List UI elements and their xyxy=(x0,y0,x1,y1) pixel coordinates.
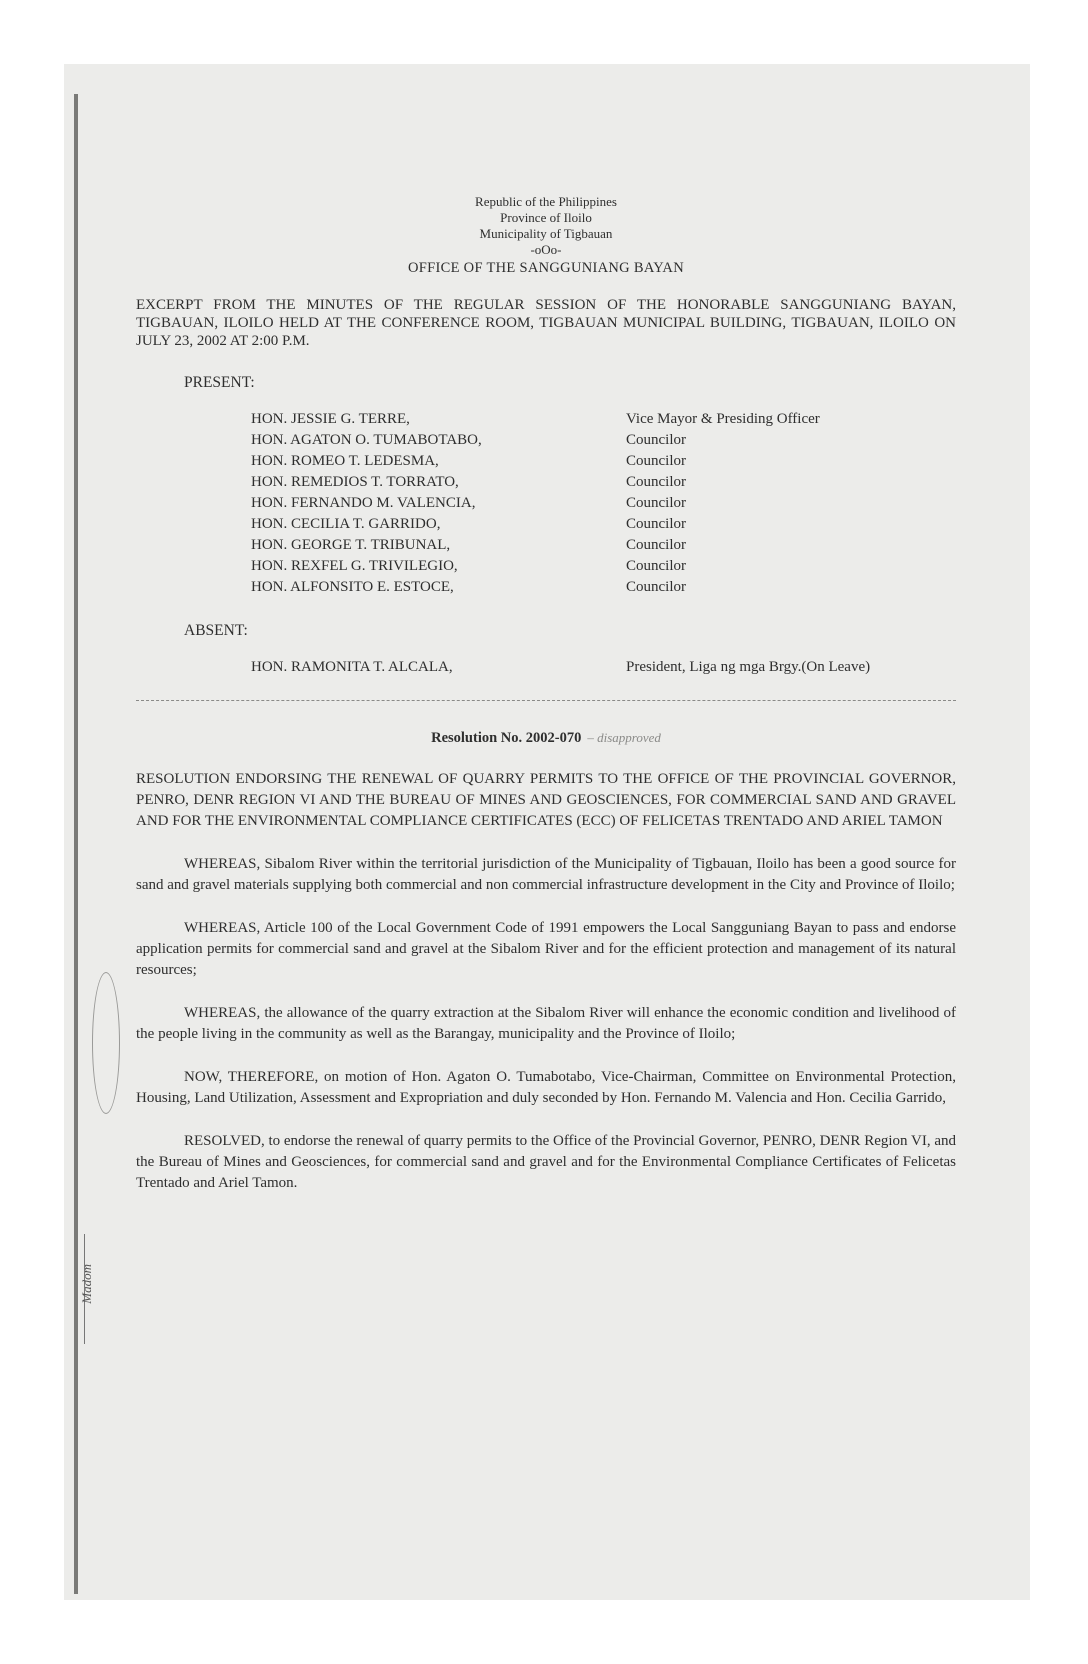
attendee-name: HON. ALFONSITO E. ESTOCE, xyxy=(251,579,454,595)
attendee-name: HON. AGATON O. TUMABOTABO, xyxy=(251,432,482,448)
present-list xyxy=(251,409,951,598)
resolution-title: RESOLUTION ENDORSING THE RENEWAL OF QUARRY PERMITS TO THE OFFICE OF THE PROVINCIAL GOVERNOR, PENRO, DENR REGION VI AND THE BUREAU OF MINES AND GEOSCIENCES, FOR COMMERCIAL SAND AND GRAVEL AND FOR THE ENVIRONMENTAL COMPLIANCE CERTIFICATES (ECC) OF FELICETAS TRENTADO AND ARIEL TAMON xyxy=(136,771,956,829)
attendee-row xyxy=(251,472,951,493)
attendee-row xyxy=(251,451,951,472)
attendee-name: HON. REMEDIOS T. TORRATO, xyxy=(251,474,459,490)
attendee-row xyxy=(251,409,951,430)
attendee-role: Councilor xyxy=(626,516,686,532)
attendee-row xyxy=(251,430,951,451)
handwritten-note: – disapproved xyxy=(587,730,661,745)
attendee-row xyxy=(251,493,951,514)
attendee-name: HON. FERNANDO M. VALENCIA, xyxy=(251,495,476,511)
attendee-role: Councilor xyxy=(626,579,686,595)
margin-mark xyxy=(92,972,120,1114)
attendee-name: HON. REXFEL G. TRIVILEGIO, xyxy=(251,558,458,574)
attendee-role: Councilor xyxy=(626,474,686,490)
office-name: OFFICE OF THE SANGGUNIANG BAYAN xyxy=(408,260,684,276)
attendee-name: HON. CECILIA T. GARRIDO, xyxy=(251,516,441,532)
letterhead xyxy=(136,194,956,276)
letterhead-ornament: -oOo- xyxy=(530,242,562,257)
attendee-name: HON. JESSIE G. TERRE, xyxy=(251,411,410,427)
present-label: PRESENT: xyxy=(184,374,255,391)
whereas-paragraph: WHEREAS, Sibalom River within the territorial jurisdiction of the Municipality of Tigbauan, Iloilo has been a good source for sand and gravel materials supplying both commercial and non commercial infrastructure development in the City and Province of Iloilo; xyxy=(136,856,956,893)
minutes-excerpt: EXCERPT FROM THE MINUTES OF THE REGULAR SESSION OF THE HONORABLE SANGGUNIANG BAYAN, TIGBAUAN, ILOILO HELD AT THE CONFERENCE ROOM, TIGBAUAN MUNICIPAL BUILDING, TIGBAUAN, ILOILO ON JULY 23, 2002 AT 2:00 P.M. xyxy=(136,297,956,349)
margin-signature-text: Madom xyxy=(79,1264,94,1304)
attendee-role: Councilor xyxy=(626,537,686,553)
attendee-role: Councilor xyxy=(626,432,686,448)
resolution-number-text: Resolution No. 2002-070 xyxy=(431,730,582,746)
absent-label: ABSENT: xyxy=(184,622,248,639)
document-content xyxy=(136,194,956,1194)
letterhead-municipality: Municipality of Tigbauan xyxy=(479,226,613,241)
attendee-row xyxy=(251,514,951,535)
attendee-role: Vice Mayor & Presiding Officer xyxy=(626,411,820,427)
attendee-role: President, Liga ng mga Brgy.(On Leave) xyxy=(626,659,871,675)
margin-signature xyxy=(79,1234,115,1344)
letterhead-province: Province of Iloilo xyxy=(500,210,592,225)
attendee-row xyxy=(251,535,951,556)
document-page xyxy=(64,64,1030,1600)
attendee-name: HON. RAMONITA T. ALCALA, xyxy=(251,659,453,675)
resolved-paragraph: RESOLVED, to endorse the renewal of quarry permits to the Office of the Provincial Governor, PENRO, DENR Region VI, and the Bureau of Mines and Geosciences, for commercial sand and gravel and for the Environmental Compliance Certificates of Felicetas Trentado and Ariel Tamon. xyxy=(136,1133,956,1191)
whereas-paragraph: WHEREAS, Article 100 of the Local Government Code of 1991 empowers the Local Sangguniang Bayan to pass and endorse application permits for commercial sand and gravel at the Sibalom River and for the efficient protection and management of its natural resources; xyxy=(136,920,956,978)
attendee-role: Councilor xyxy=(626,495,686,511)
attendee-name: HON. GEORGE T. TRIBUNAL, xyxy=(251,537,451,553)
attendee-row xyxy=(251,657,951,678)
whereas-paragraph: WHEREAS, the allowance of the quarry extraction at the Sibalom River will enhance the economic condition and livelihood of the people living in the community as well as the Barangay, municipality and the Province of Iloilo; xyxy=(136,1005,956,1042)
attendee-role: Councilor xyxy=(626,558,686,574)
attendee-role: Councilor xyxy=(626,453,686,469)
motion-paragraph: NOW, THEREFORE, on motion of Hon. Agaton O. Tumabotabo, Vice-Chairman, Committee on Environmental Protection, Housing, Land Utilization, Assessment and Expropriation and duly seconded by Hon. Fernando M. Valencia and Hon. Cecilia Garrido, xyxy=(136,1069,956,1106)
attendee-row xyxy=(251,556,951,577)
letterhead-republic: Republic of the Philippines xyxy=(475,194,617,209)
attendee-row xyxy=(251,577,951,598)
binding-spine xyxy=(74,94,78,1594)
resolution-number xyxy=(136,727,956,749)
attendee-name: HON. ROMEO T. LEDESMA, xyxy=(251,453,439,469)
absent-list xyxy=(251,657,951,678)
dashed-divider xyxy=(136,700,956,701)
